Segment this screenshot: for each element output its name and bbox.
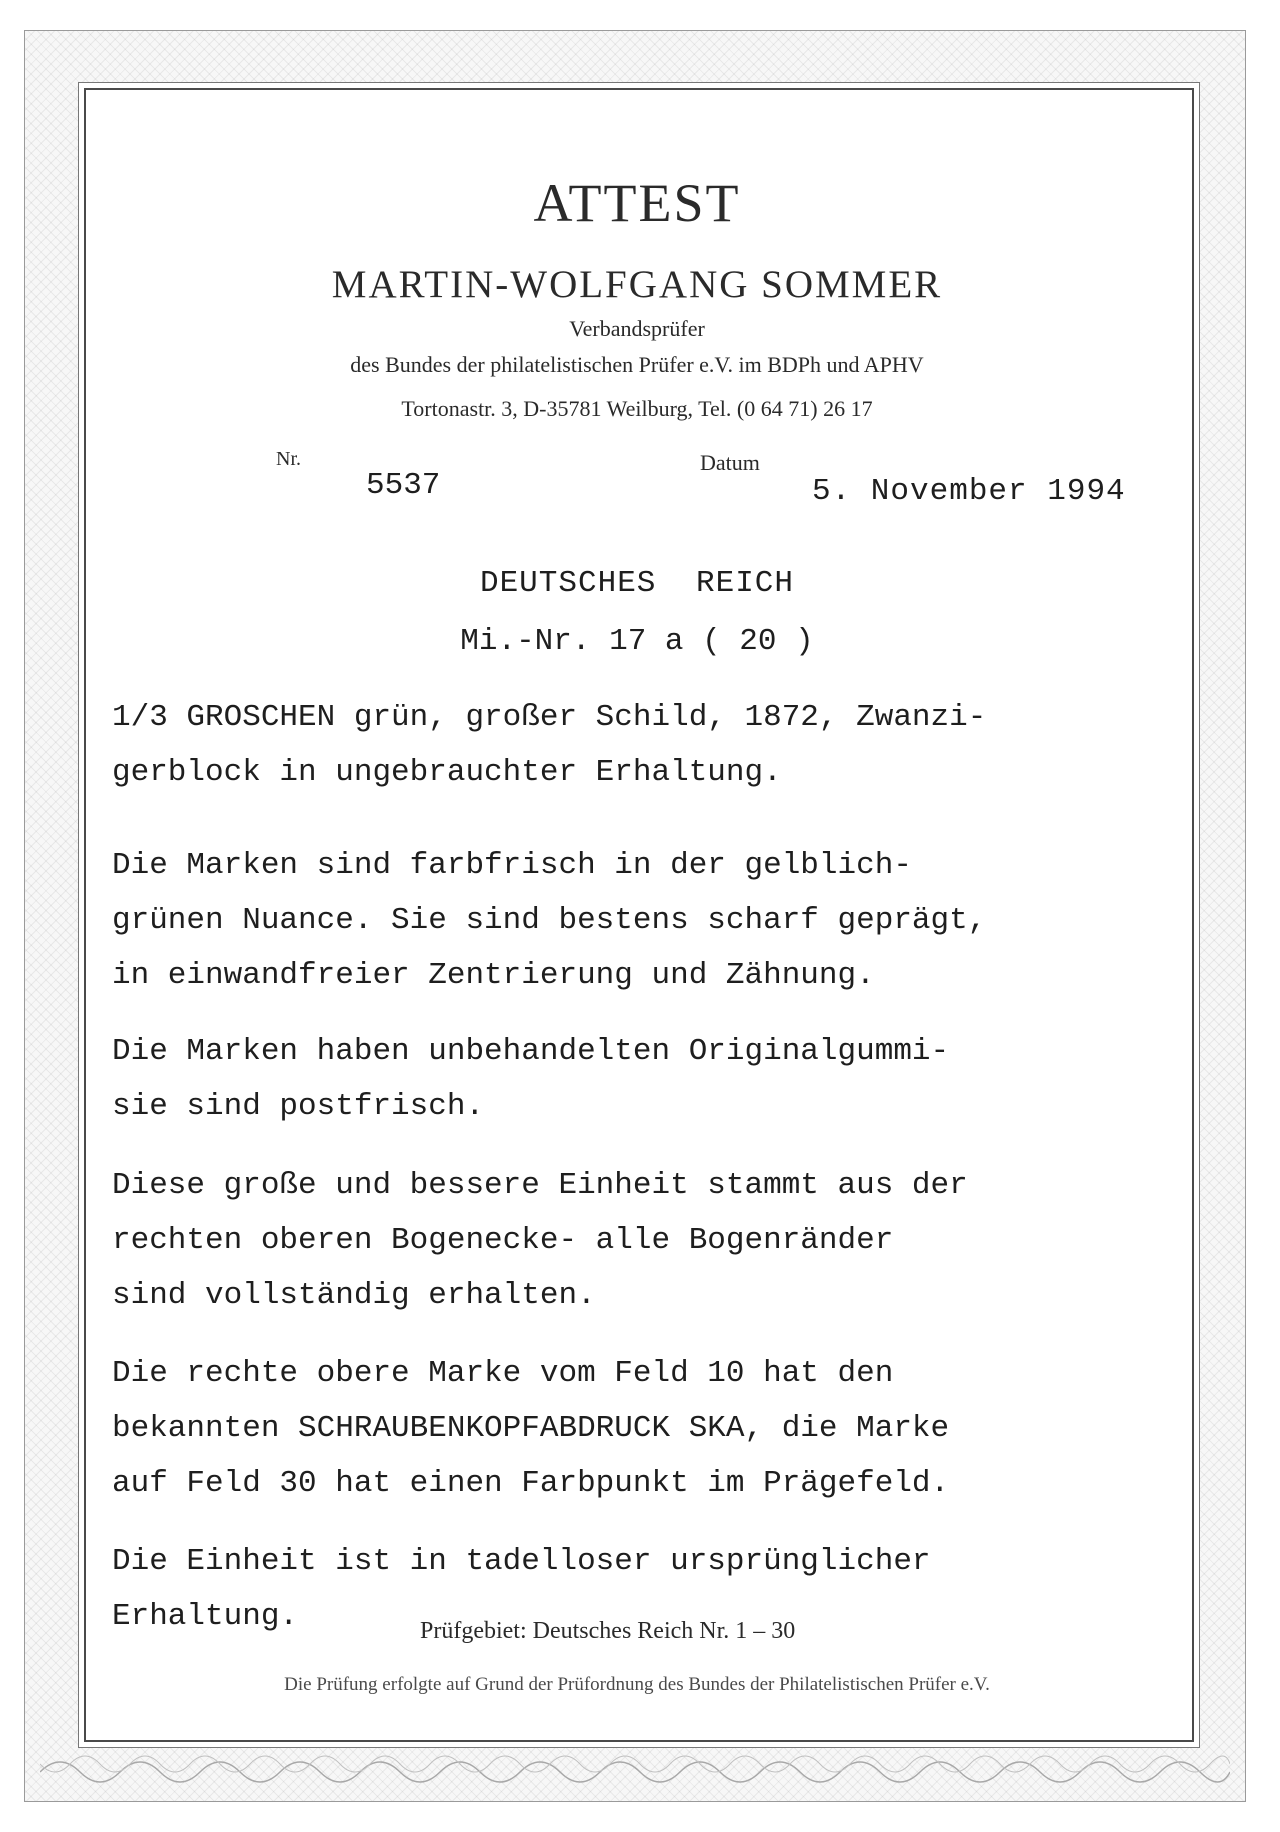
paragraph-line: Die rechte obere Marke vom Feld 10 hat den (112, 1356, 894, 1391)
catalogue-number: Mi.-Nr. 17 a ( 20 ) (460, 624, 814, 659)
paragraph-line: in einwandfreier Zentrierung und Zähnung. (112, 958, 875, 993)
paragraph-line: grünen Nuance. Sie sind bestens scharf geprägt, (112, 903, 987, 938)
decorative-wave-border (40, 1742, 1230, 1788)
paragraph-varieties (112, 1346, 1182, 1511)
association-line: des Bundes der philatelistischen Prüfer e.V. im BDPh und APHV (350, 352, 924, 377)
paragraph-line: Erhaltung. (112, 1599, 299, 1634)
paragraph-line: gerblock in ungebrauchter Erhaltung. (112, 755, 782, 790)
paragraph-line: auf Feld 30 hat einen Farbpunkt im Prägefeld. (112, 1466, 950, 1501)
examination-scope: Prüfgebiet: Deutsches Reich Nr. 1 – 30 (420, 1618, 796, 1644)
paragraph-line: 1/3 GROSCHEN grün, großer Schild, 1872, Zwanzi- (112, 700, 987, 735)
examiner-role: Verbandsprüfer (569, 316, 705, 341)
paragraph-color-quality (112, 838, 1182, 1003)
paragraph-description (112, 690, 1182, 800)
paragraph-line: bekannten SCHRAUBENKOPFABDRUCK SKA, die Marke (112, 1411, 950, 1446)
certificate-date: 5. November 1994 (812, 474, 1126, 509)
address-line: Tortonastr. 3, D-35781 Weilburg, Tel. (0 64 71) 26 17 (401, 396, 873, 421)
paragraph-sheet-corner (112, 1158, 1182, 1323)
paragraph-line: Die Einheit ist in tadelloser ursprünglicher (112, 1544, 931, 1579)
paragraph-line: sie sind postfrisch. (112, 1089, 485, 1124)
certificate-number: 5537 (366, 468, 441, 503)
stamp-country: DEUTSCHES REICH (479, 566, 795, 601)
examiner-name: MARTIN-WOLFGANG SOMMER (331, 263, 943, 306)
paragraph-line: Die Marken sind farbfrisch in der gelblich- (112, 848, 912, 883)
document-title: ATTEST (533, 173, 741, 233)
paragraph-line: Diese große und bessere Einheit stammt aus der (112, 1168, 968, 1203)
footer-note: Die Prüfung erfolgte auf Grund der Prüfordnung des Bundes der Philatelistischen Prüfer e.V. (284, 1674, 990, 1695)
paragraph-line: sind vollständig erhalten. (112, 1278, 596, 1313)
paragraph-gum (112, 1024, 1182, 1134)
paragraph-line: Die Marken haben unbehandelten Originalgummi- (112, 1034, 950, 1069)
paragraph-line: rechten oberen Bogenecke- alle Bogenränder (112, 1223, 894, 1258)
certificate-number-label: Nr. (276, 448, 301, 470)
date-label: Datum (700, 450, 760, 475)
